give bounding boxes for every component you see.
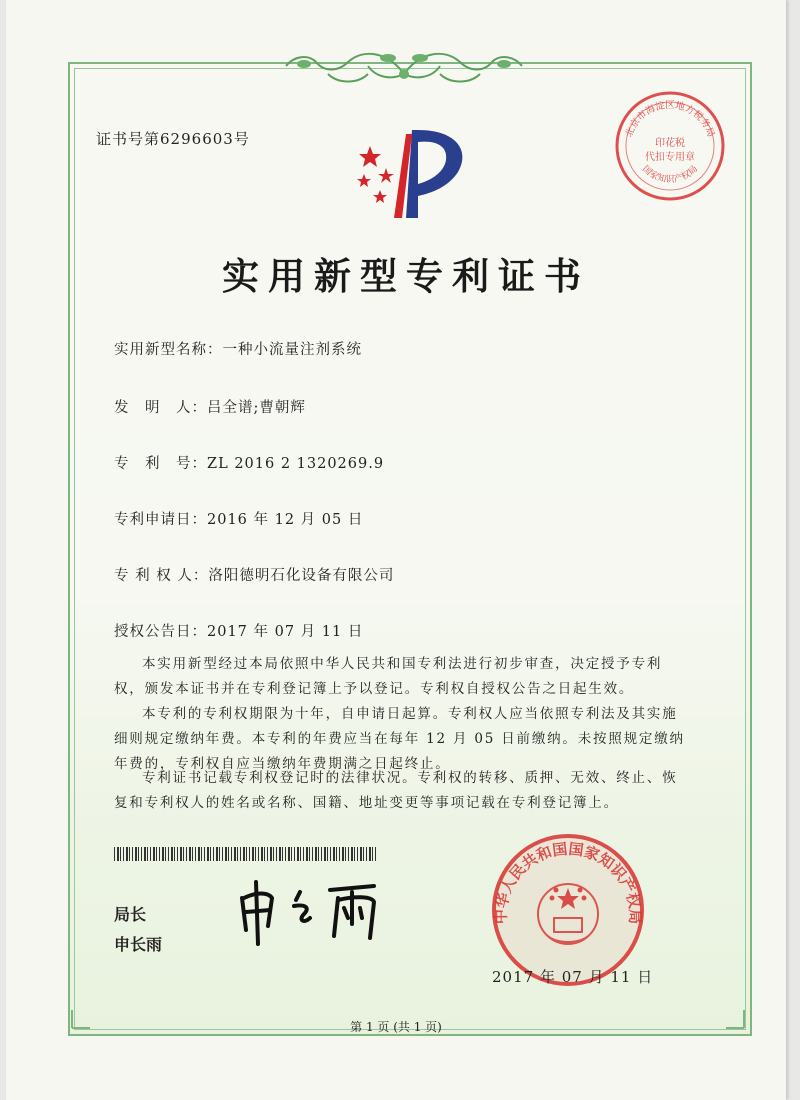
field-label: 发 明 人： xyxy=(114,400,207,416)
field-label: 专 利 权 人： xyxy=(114,568,209,584)
tax-stamp-center-line-2: 代扣专用章 xyxy=(645,152,695,163)
patent-office-logo xyxy=(346,124,474,224)
field-value: 2016 年 12 月 05 日 xyxy=(207,512,364,528)
director-name: 申长雨 xyxy=(114,935,163,954)
official-seal xyxy=(490,832,646,988)
field-label: 专利申请日： xyxy=(114,512,207,528)
field-value: 洛阳德明石化设备有限公司 xyxy=(208,568,395,584)
field-inventor xyxy=(114,396,306,417)
issue-date: 2017 年 07 月 11 日 xyxy=(492,968,654,986)
certificate-title: 实用新型专利证书 xyxy=(222,255,590,298)
field-label: 授权公告日： xyxy=(114,624,207,640)
tax-stamp-center-line-1: 印花税 xyxy=(655,138,685,149)
certificate-number-suffix: 号 xyxy=(233,130,250,148)
paragraph-legal-status: 专利证书记载专利权登记时的法律状况。专利权的转移、质押、无效、终止、恢复和专利权人的姓名或名称、国籍、地址变更等事项记载在专利登记簿上。 xyxy=(114,770,678,811)
field-label: 专 利 号： xyxy=(114,456,207,472)
svg-text:国家知识产权局 xyxy=(640,163,700,185)
field-value: 一种小流量注剂系统 xyxy=(222,342,362,358)
barcode xyxy=(114,847,376,861)
page-footer: 第 1 页 (共 1 页) xyxy=(350,1020,442,1034)
field-value: 吕全谱;曹朝辉 xyxy=(207,400,306,416)
field-application-date xyxy=(114,508,363,529)
certificate-number xyxy=(96,128,250,149)
paragraph-term-fees: 本专利的专利权期限为十年，自申请日起算。专利权人应当依照专利法及其实施细则规定缴纳年费。本专利的年费应当在每年 12 月 05 日前缴纳。未按照规定缴纳年费的，专利权自应当缴纳年费期满之日起终止。 xyxy=(114,706,685,772)
certificate-number-label: 证书号第 xyxy=(96,130,161,148)
tax-stamp xyxy=(612,88,728,204)
field-patentee xyxy=(114,564,394,585)
tax-stamp-ring-text: 北京市海淀区地方税务局 xyxy=(623,100,717,139)
official-seal-text: 中华人民共和国国家知识产权局 xyxy=(491,839,645,925)
field-grant-date xyxy=(114,620,363,641)
certificate-number-value: 6296603 xyxy=(160,130,234,148)
director-title: 局长 xyxy=(114,905,147,924)
field-value: ZL 2016 2 1320269.9 xyxy=(207,456,385,472)
tax-stamp-bottom-text: 国家知识产权局 xyxy=(639,164,701,186)
field-label: 实用新型名称： xyxy=(114,342,223,358)
top-ornament xyxy=(268,44,540,90)
field-patent-number xyxy=(114,452,384,473)
field-value: 2017 年 07 月 11 日 xyxy=(207,624,364,640)
certificate-page xyxy=(6,0,786,1100)
field-utility-model-name xyxy=(114,338,362,359)
director-signature xyxy=(234,878,402,948)
paragraph-grant-statement: 本实用新型经过本局依照中华人民共和国专利法进行初步审查，决定授予专利权，颁发本证书并在专利登记簿上予以登记。专利权自授权公告之日起生效。 xyxy=(114,656,663,697)
